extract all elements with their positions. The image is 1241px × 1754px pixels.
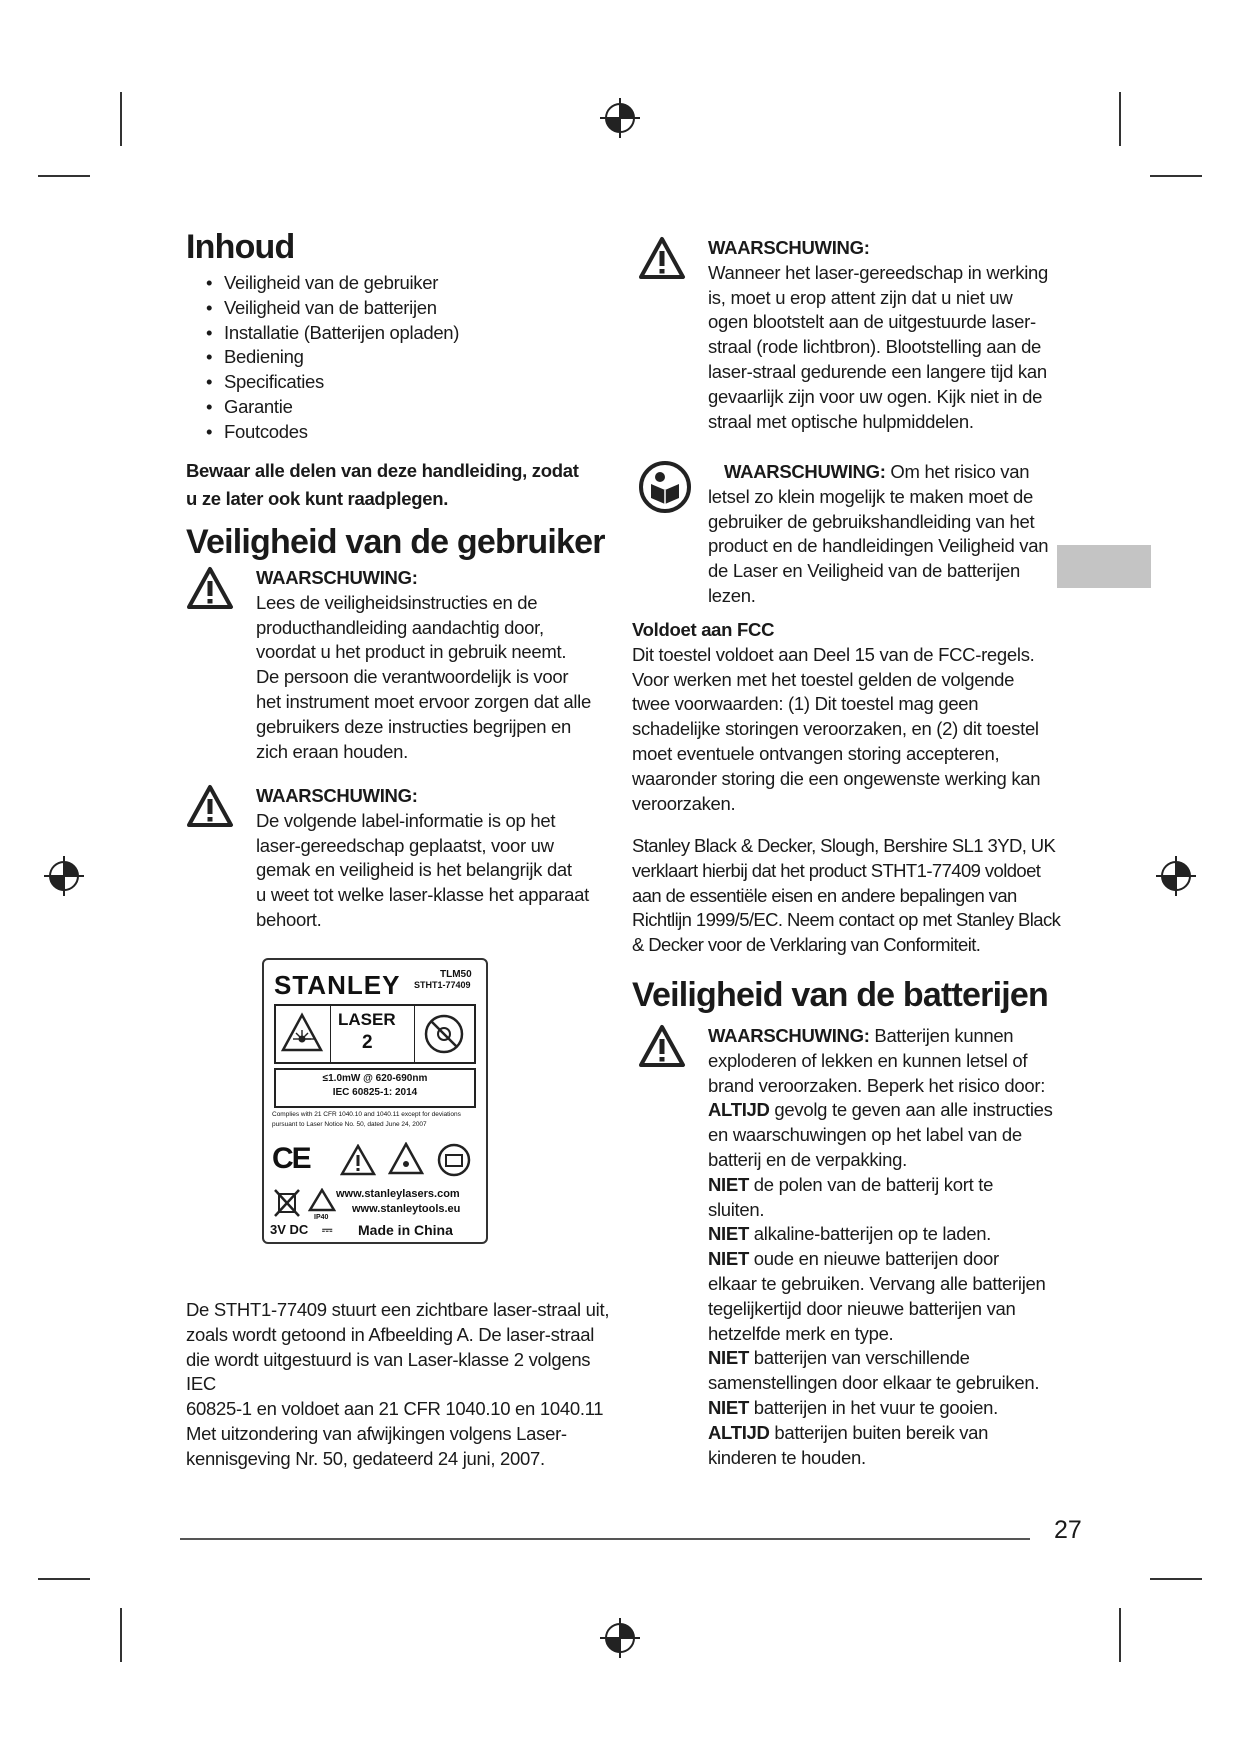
registration-mark-icon <box>598 1616 642 1660</box>
label-spec-box: ≤1.0mW @ 620-690nm IEC 60825-1: 2014 <box>274 1068 476 1108</box>
dc-symbol-icon: ⎓ <box>322 1222 333 1237</box>
warning-block: WAARSCHUWING: Lees de veiligheidsinstructies en de producthandleiding aandachtig door, voordat u het product in gebruik neemt. De persoon die verantwoordelijk is voor het instrument moet ervoor zorgen dat alle gebruikers deze instructies begrijpen en zich eraan houden. <box>186 566 606 766</box>
crop-mark <box>1119 92 1121 146</box>
read-manual-icon <box>436 1142 472 1178</box>
registration-mark-icon <box>1154 854 1198 898</box>
laser-warning-icon <box>388 1142 424 1176</box>
crop-mark <box>1150 1578 1202 1580</box>
user-safety-title: Veiligheid van de gebruiker <box>186 522 605 561</box>
warning-triangle-icon <box>186 784 234 828</box>
toc-title: Inhoud <box>186 228 295 266</box>
warning-heading: WAARSCHUWING: <box>724 461 886 482</box>
weee-bin-icon <box>272 1186 302 1218</box>
toc-list <box>186 271 606 445</box>
keep-manual-note: Bewaar alle delen van deze handleiding, zodat u ze later ook kunt raadplegen. <box>186 459 579 509</box>
registration-mark-icon <box>598 96 642 140</box>
toc-item: • Specificaties <box>186 370 606 395</box>
laser-class-paragraph: De STHT1-77409 stuurt een zichtbare laser-straal uit, zoals wordt getoond in Afbeelding A. De laser-straal die wordt uitgestuurd is van Laser-klasse 2 volgens IEC 60825-1 en voldoet aan 21 CFR 1040.10 en 1040.11 Met uitzondering van afwijkingen volgens Laser- kennisgeving Nr. 50, gedateerd 24 juni, 2007. <box>186 1299 610 1469</box>
footer-rule <box>180 1538 1030 1540</box>
section-tab <box>1057 545 1151 588</box>
crop-mark <box>120 1608 122 1662</box>
warning-block: WAARSCHUWING: Wanneer het laser-gereedschap in werking is, moet u erop attent zijn dat u niet uw ogen blootstelt aan de uitgestuurde laser- straal (rode lichtbron). Blootstelling aan de laser-straal gedurende een langere tijd kan gevaarlijk zijn voor uw ogen. Kijk niet in de straal met optische hulpmiddelen. <box>638 236 1058 436</box>
registration-mark-icon <box>42 854 86 898</box>
warning-heading: WAARSCHUWING: <box>256 567 418 588</box>
toc-item: • Foutcodes <box>186 420 606 445</box>
fcc-heading: Voldoet aan FCC <box>632 619 775 640</box>
crop-mark <box>1150 175 1202 177</box>
crop-mark <box>120 92 122 146</box>
battery-safety-title: Veiligheid van de batterijen <box>632 976 1048 1014</box>
ce-mark: CE <box>272 1142 310 1175</box>
label-brand: STANLEY <box>274 970 401 1000</box>
warning-triangle-icon <box>638 236 686 280</box>
warning-triangle-icon <box>186 566 234 610</box>
no-stare-icon <box>422 1012 466 1056</box>
left-column <box>186 228 606 562</box>
toc-item: • Bediening <box>186 345 606 370</box>
label-model: TLM50 <box>440 969 472 980</box>
label-model-code: STHT1-77409 <box>414 980 471 990</box>
warning-triangle-icon <box>340 1144 376 1176</box>
declaration-paragraph: Stanley Black & Decker, Slough, Bershire SL1 3YD, UK verklaart hierbij dat het product STHT1-77409 voldoet aan de essentiële eisen en andere bepalingen van Richtlijn 1999/5/EC. Neem contact op met Stanley Black & Decker voor de Verklaring van Conformiteit. <box>632 835 1061 956</box>
warning-block: WAARSCHUWING: Batterijen kunnen exploderen of lekken en kunnen letsel of brand veroorzaken. Beperk het risico door: ALTIJD gevolg te geven aan alle instructies en waarschuwingen op het label van de batterij en de verpakking. NIET de polen van de batterij kort te sluiten. NIET alkaline-batterijen op te laden. NIET oude en nieuwe batterijen door elkaar te gebruiken. Vervang alle batterijen tegelijkertijd door nieuwe batterijen van hetzelfde merk en type. NIET batterijen van verschillende samenstellingen door elkaar te gebruiken. NIET batterijen in het vuur te gooien. ALTIJD batterijen buiten bereik van kinderen te houden. <box>638 1024 1058 1474</box>
warning-triangle-icon <box>308 1188 336 1212</box>
toc-item: • Garantie <box>186 395 606 420</box>
warning-triangle-icon <box>638 1024 686 1068</box>
warning-heading: WAARSCHUWING: <box>256 785 418 806</box>
read-manual-icon <box>638 460 692 514</box>
laser-warning-icon <box>280 1012 324 1054</box>
fcc-section: Voldoet aan FCC Dit toestel voldoet aan Deel 15 van de FCC-regels. Voor werken met het toestel gelden de volgende twee voorwaarden: (1) Dit toestel mag geen schadelijke storingen veroorzaken, en (2) dit toestel moet eventuele ontvangen storing accepteren, waaronder storing die een ongewenste werking kan veroorzaken. <box>632 618 1062 816</box>
warning-block: WAARSCHUWING: De volgende label-informatie is op het laser-gereedschap geplaatst, voor uw gemak en veiligheid is het belangrijk dat u weet tot welke laser-klasse het apparaat behoort. <box>186 784 606 944</box>
warning-block: WAARSCHUWING: Om het risico van letsel zo klein mogelijk te maken moet de gebruiker de gebruikshandleiding van het product en de handleidingen Veiligheid van de Laser en Veiligheid van de batterijen lezen. <box>638 460 1058 610</box>
crop-mark <box>1119 1608 1121 1662</box>
crop-mark <box>38 175 90 177</box>
warning-heading: WAARSCHUWING: <box>708 237 870 258</box>
label-laser-box: LASER 2 <box>274 1004 476 1064</box>
toc-item: • Veiligheid van de gebruiker <box>186 271 606 296</box>
page-number: 27 <box>1054 1516 1082 1544</box>
product-label: STANLEY TLM50 STHT1-77409 LASER 2 ≤1.0mW @ 620-690nm IEC 60825-1: 2014 Complies with 21 CFR 1040.10 and 1040.11 except for deviations pursuant to Laser Notice No. 50, dated June 24, 2007 CE www.stanleylasers.com www.stanleytools.eu IP40 3V DC ⎓ Made in China <box>262 958 488 1244</box>
toc-item: • Installatie (Batterijen opladen) <box>186 321 606 346</box>
toc-item: • Veiligheid van de batterijen <box>186 296 606 321</box>
crop-mark <box>38 1578 90 1580</box>
warning-heading: WAARSCHUWING: <box>708 1025 870 1046</box>
